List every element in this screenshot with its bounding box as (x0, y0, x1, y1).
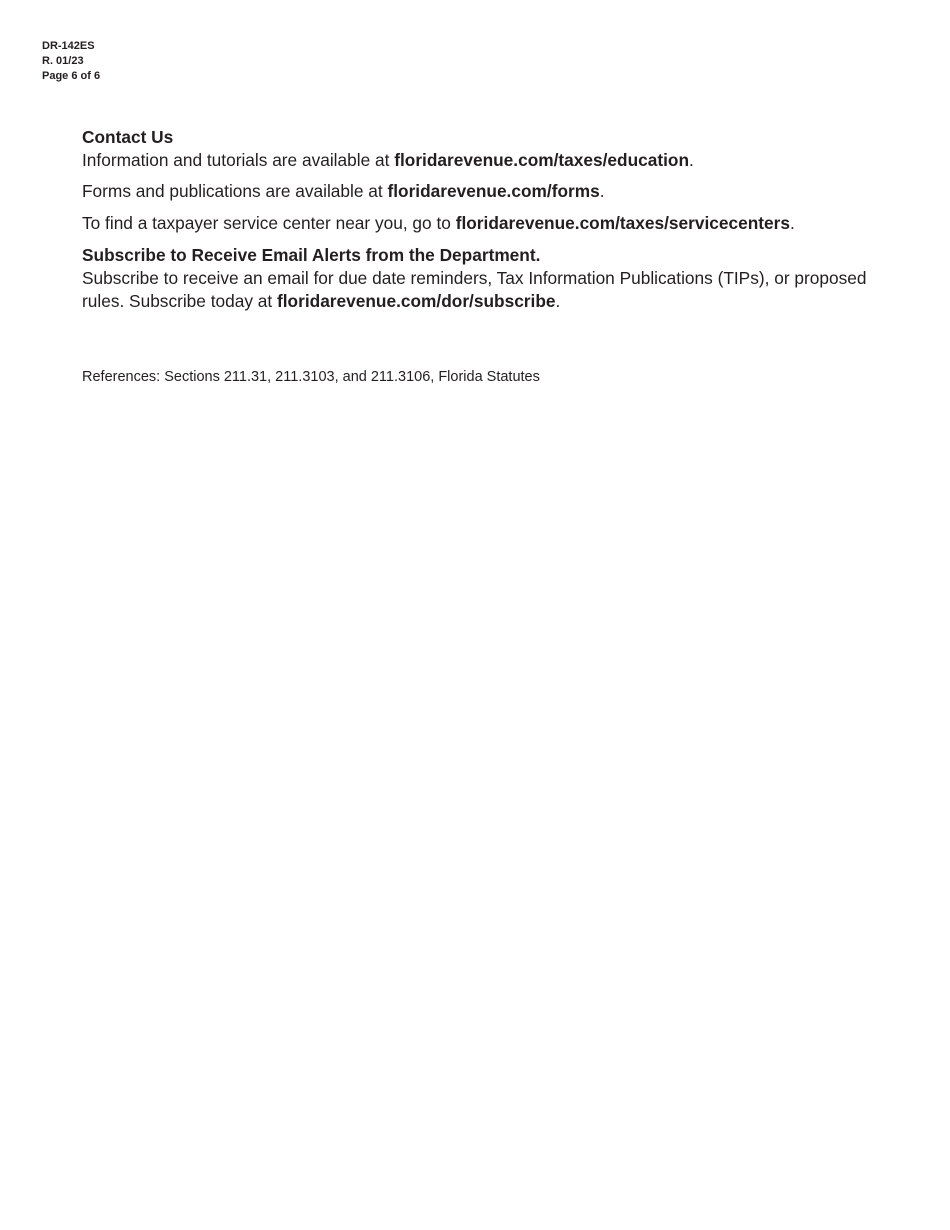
forms-period: . (599, 181, 605, 201)
subscribe-heading: Subscribe to Receive Email Alerts from the Department. (82, 245, 541, 265)
education-period: . (689, 150, 694, 170)
form-revision: R. 01/23 (42, 55, 84, 67)
education-link[interactable]: floridarevenue.com/taxes/education (394, 150, 690, 170)
forms-text: Forms and publications are available at (82, 181, 388, 201)
subscribe-link[interactable]: floridarevenue.com/dor/subscribe (277, 291, 556, 311)
subscribe-period: . (555, 291, 561, 311)
education-line (82, 149, 882, 172)
form-header (42, 39, 100, 84)
service-centers-link[interactable]: floridarevenue.com/taxes/servicecenters (455, 213, 790, 233)
contact-heading: Contact Us (82, 127, 174, 147)
contact-section (82, 126, 882, 313)
service-centers-period: . (789, 213, 795, 233)
forms-line (82, 180, 882, 203)
service-centers-text: To find a taxpayer service center near you, go to (82, 213, 456, 233)
references: References: Sections 211.31, 211.3103, and 211.3106, Florida Statutes (82, 369, 540, 385)
subscribe-paragraph (82, 267, 882, 313)
service-centers-line (82, 212, 882, 235)
education-text: Information and tutorials are available at (82, 150, 395, 170)
page-number: Page 6 of 6 (42, 70, 101, 82)
subscribe-text: Subscribe to receive an email for due date reminders, Tax Information Publications (TIPs), or proposed rules. Subscribe today at (82, 268, 867, 311)
forms-link[interactable]: floridarevenue.com/forms (387, 181, 600, 201)
form-number: DR-142ES (42, 40, 95, 52)
